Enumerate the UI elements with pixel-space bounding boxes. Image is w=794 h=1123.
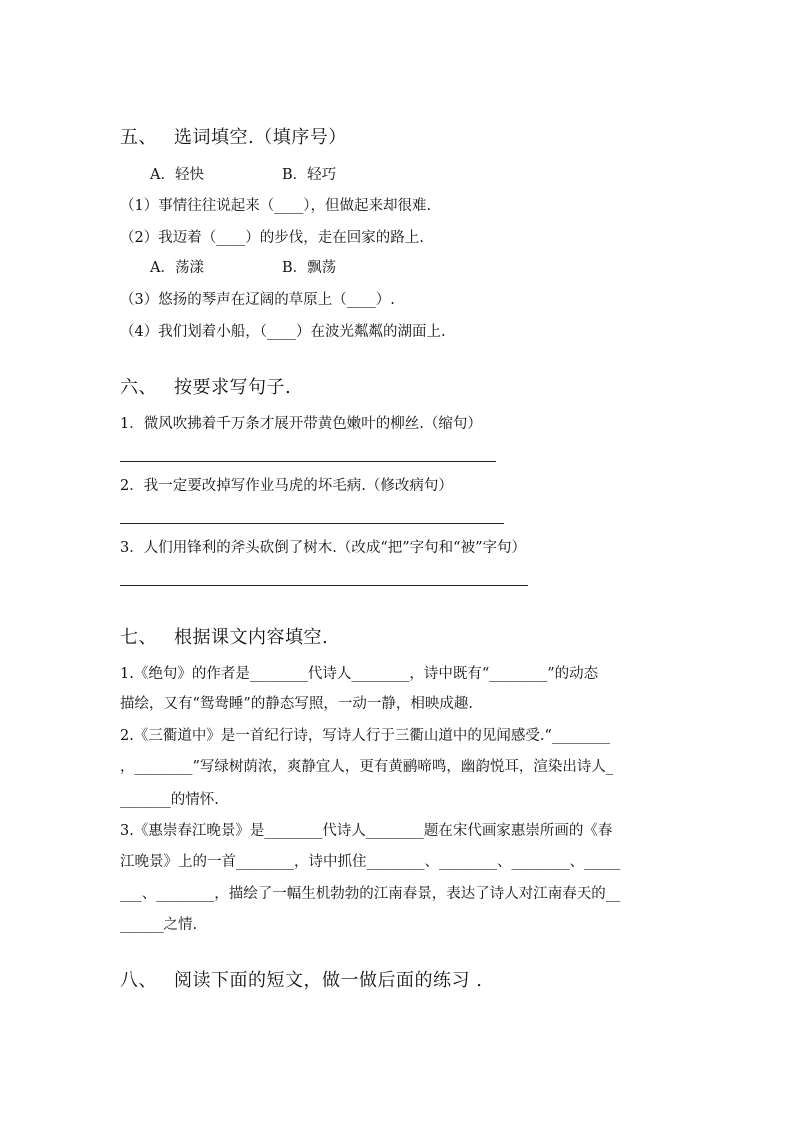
sentence-task-3: 3．人们用锋利的斧头砍倒了树木.（改成“把”字句和“被”字句） bbox=[120, 540, 526, 556]
section-title: 选词填空.（填序号） bbox=[174, 127, 347, 148]
question-3: （3）悠扬的琴声在辽阔的草原上（____）. bbox=[120, 292, 395, 308]
section-7-heading bbox=[120, 628, 328, 648]
answer-line-3[interactable] bbox=[120, 585, 528, 586]
fill-line-6: 3.《惠崇春江晚景》是________代诗人________题在宋代画家惠崇所画的《春 bbox=[120, 823, 613, 839]
fill-line-7: 江晚景》上的一首________，诗中抓住________、________、________、_____ bbox=[120, 854, 621, 870]
option-a: A．荡漾 bbox=[150, 260, 204, 276]
section-number: 五、 bbox=[120, 127, 157, 148]
section-number: 八、 bbox=[120, 970, 157, 991]
option-row-1 bbox=[150, 165, 336, 185]
fill-line-1: 1.《绝句》的作者是________代诗人________，诗中既有“________”的动态 bbox=[120, 666, 599, 682]
fill-line-3: 2.《三衢道中》是一首纪行诗，写诗人行于三衢山道中的见闻感受.“________ bbox=[120, 728, 610, 744]
question-4: （4）我们划着小船，（____）在波光粼粼的湖面上. bbox=[120, 324, 446, 340]
fill-line-4: ，________”写绿树荫浓，爽静宜人，更有黄鹂啼鸣，幽韵悦耳，渲染出诗人_ bbox=[120, 759, 614, 775]
fill-line-8: ___、________，描绘了一幅生机勃勃的江南春景，表达了诗人对江南春天的__ bbox=[120, 886, 621, 902]
answer-line-1[interactable] bbox=[120, 461, 496, 462]
fill-line-9: ______之情. bbox=[120, 917, 198, 933]
section-title: 根据课文内容填空. bbox=[174, 627, 329, 648]
section-number: 六、 bbox=[120, 377, 157, 398]
section-8-heading bbox=[120, 971, 482, 991]
fill-line-5: _______的情怀. bbox=[120, 792, 219, 808]
question-1: （1）事情往往说起来（____），但做起来却很难. bbox=[120, 198, 432, 214]
sentence-task-1: 1．微风吹拂着千万条才展开带黄色嫩叶的柳丝.（缩句） bbox=[120, 416, 482, 432]
section-number: 七、 bbox=[120, 627, 157, 648]
option-b: B．轻巧 bbox=[281, 167, 337, 183]
section-title: 阅读下面的短文，做一做后面的练习 . bbox=[174, 970, 483, 991]
question-2: （2）我迈着（____）的步伐，走在回家的路上. bbox=[120, 230, 424, 246]
fill-line-2: 描绘，又有“鸳鸯睡”的静态写照，一动一静，相映成趣. bbox=[120, 696, 473, 712]
option-a: A．轻快 bbox=[150, 167, 204, 183]
section-5-heading bbox=[120, 128, 347, 148]
section-6-heading bbox=[120, 378, 291, 398]
answer-line-2[interactable] bbox=[120, 523, 504, 524]
option-b: B．飘荡 bbox=[281, 260, 337, 276]
section-title: 按要求写句子. bbox=[174, 377, 292, 398]
sentence-task-2: 2．我一定要改掉写作业马虎的坏毛病.（修改病句） bbox=[120, 478, 453, 494]
option-row-2 bbox=[150, 258, 336, 278]
